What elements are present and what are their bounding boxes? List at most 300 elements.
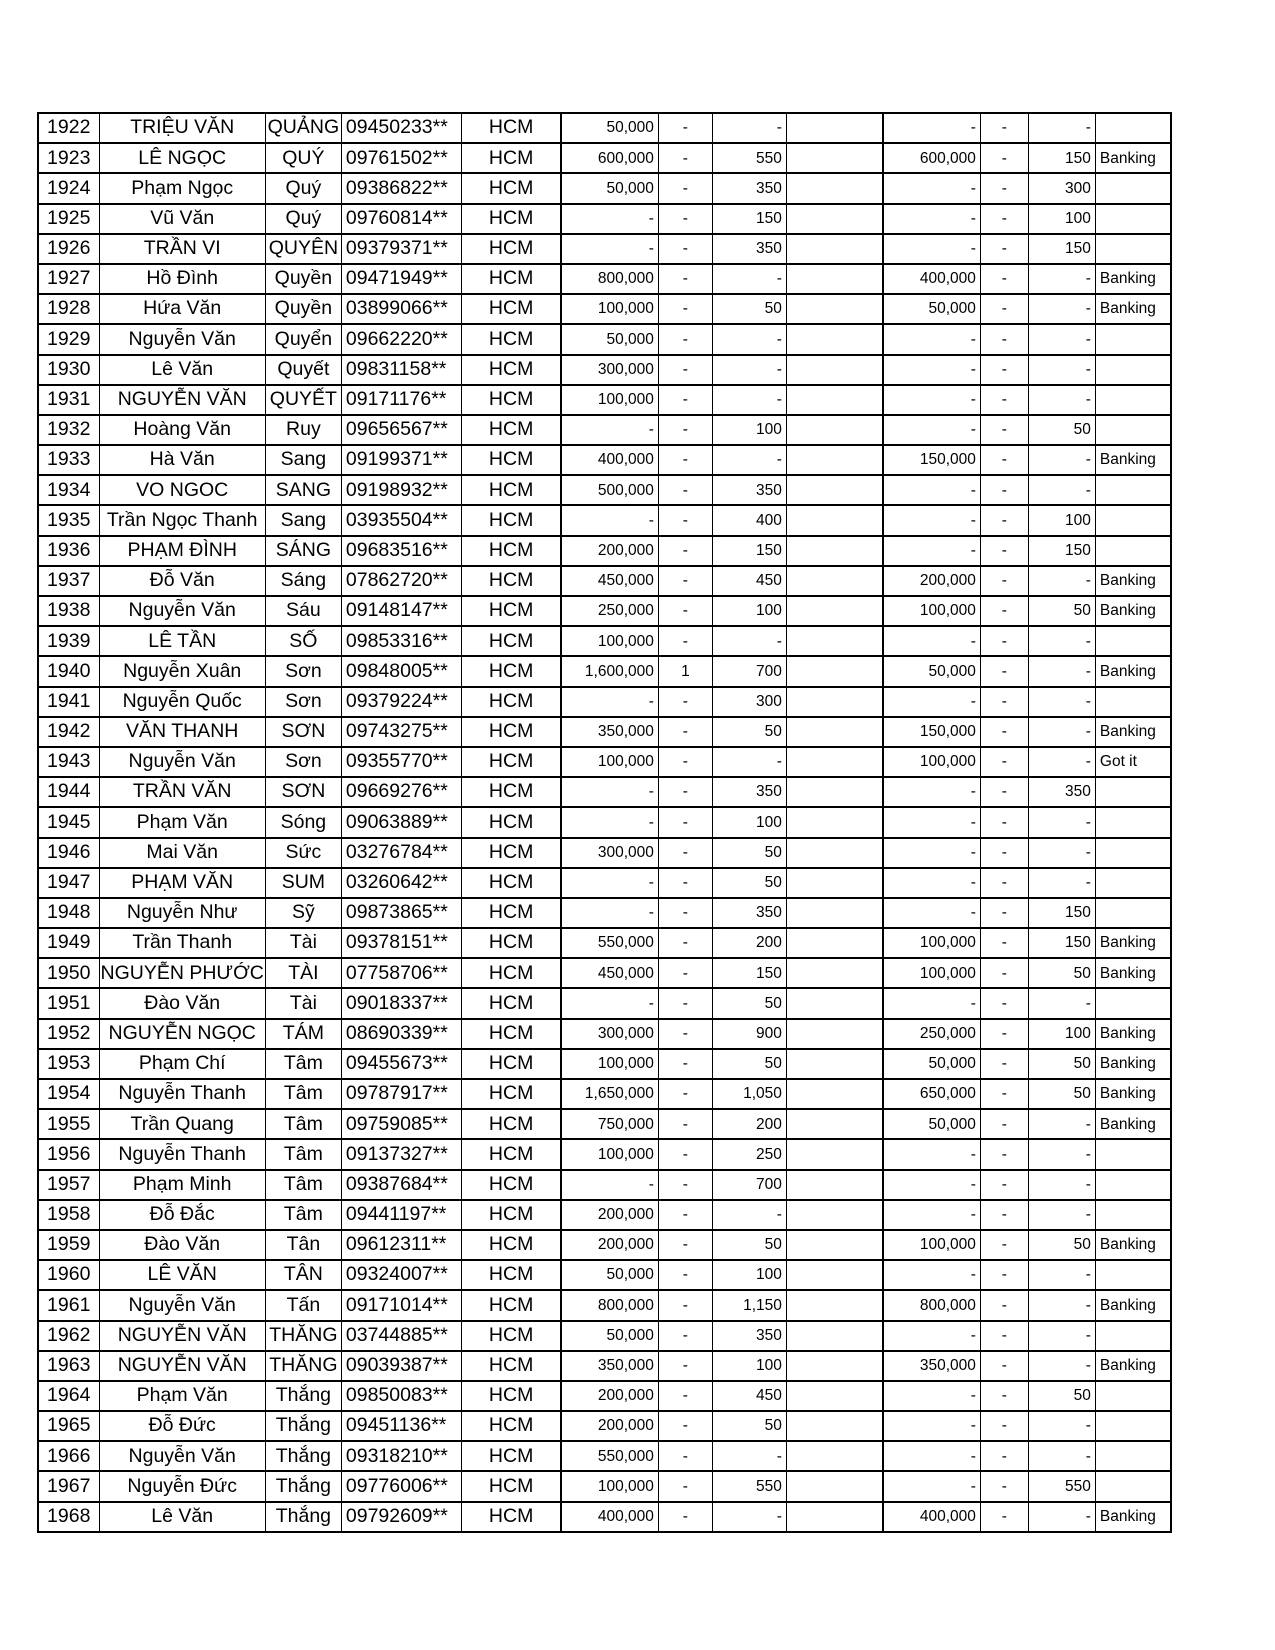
row-number-cell: 1926 xyxy=(38,234,99,264)
row-number-cell: 1948 xyxy=(38,898,99,928)
phone-cell: 09656567** xyxy=(341,415,461,445)
amount-e-cell: 650,000 xyxy=(883,1079,980,1109)
amount-a-cell: 450,000 xyxy=(561,566,658,596)
points-g-cell: 350 xyxy=(1028,777,1095,807)
points-g-cell: - xyxy=(1028,807,1095,837)
city-cell: HCM xyxy=(461,928,561,958)
amount-e-cell: 150,000 xyxy=(883,445,980,475)
family-name-cell: PHẠM ĐÌNH xyxy=(99,536,265,566)
count-f-cell: - xyxy=(980,566,1028,596)
count-b-cell: - xyxy=(658,958,712,988)
phone-cell: 09378151** xyxy=(341,928,461,958)
points-c-cell: 50 xyxy=(712,1230,786,1260)
points-c-cell: 900 xyxy=(712,1019,786,1049)
row-number-cell: 1942 xyxy=(38,717,99,747)
amount-a-cell: - xyxy=(561,234,658,264)
table-row xyxy=(38,536,1171,566)
points-g-cell: - xyxy=(1028,838,1095,868)
count-f-cell: - xyxy=(980,1200,1028,1230)
points-g-cell: - xyxy=(1028,355,1095,385)
given-name-cell: Sơn xyxy=(265,687,341,717)
phone-cell: 09743275** xyxy=(341,717,461,747)
payment-method-cell xyxy=(1095,1321,1171,1351)
points-g-cell: 50 xyxy=(1028,1381,1095,1411)
amount-a-cell: 1,600,000 xyxy=(561,656,658,686)
table-row xyxy=(38,1019,1171,1049)
table-row xyxy=(38,1471,1171,1501)
family-name-cell: Đào Văn xyxy=(99,1230,265,1260)
count-b-cell: - xyxy=(658,234,712,264)
amount-e-cell: - xyxy=(883,1200,980,1230)
table-row xyxy=(38,747,1171,777)
amount-e-cell: - xyxy=(883,234,980,264)
family-name-cell: Trần Thanh xyxy=(99,928,265,958)
phone-cell: 09171176** xyxy=(341,385,461,415)
empty-gap-cell xyxy=(786,355,883,385)
amount-e-cell: - xyxy=(883,1321,980,1351)
city-cell: HCM xyxy=(461,1411,561,1441)
count-b-cell: - xyxy=(658,1019,712,1049)
given-name-cell: Quyền xyxy=(265,264,341,294)
row-number-cell: 1966 xyxy=(38,1441,99,1471)
family-name-cell: NGUYỄN VĂN xyxy=(99,1321,265,1351)
payment-method-cell xyxy=(1095,1471,1171,1501)
points-c-cell: 50 xyxy=(712,1049,786,1079)
payment-method-cell: Banking xyxy=(1095,1290,1171,1320)
amount-a-cell: 250,000 xyxy=(561,596,658,626)
points-c-cell: - xyxy=(712,747,786,777)
phone-cell: 03744885** xyxy=(341,1321,461,1351)
phone-cell: 09198932** xyxy=(341,475,461,505)
family-name-cell: Nguyễn Văn xyxy=(99,596,265,626)
amount-a-cell: 200,000 xyxy=(561,1200,658,1230)
count-b-cell: - xyxy=(658,1170,712,1200)
given-name-cell: Tâm xyxy=(265,1200,341,1230)
count-f-cell: - xyxy=(980,626,1028,656)
points-c-cell: 250 xyxy=(712,1139,786,1169)
phone-cell: 03935504** xyxy=(341,505,461,535)
amount-a-cell: 800,000 xyxy=(561,264,658,294)
points-g-cell: - xyxy=(1028,1109,1095,1139)
given-name-cell: Thắng xyxy=(265,1502,341,1532)
payment-method-cell: Banking xyxy=(1095,1019,1171,1049)
table-row xyxy=(38,958,1171,988)
family-name-cell: Hoàng Văn xyxy=(99,415,265,445)
amount-a-cell: 50,000 xyxy=(561,324,658,354)
empty-gap-cell xyxy=(786,415,883,445)
payment-method-cell: Banking xyxy=(1095,294,1171,324)
count-f-cell: - xyxy=(980,264,1028,294)
count-f-cell: - xyxy=(980,1260,1028,1290)
payment-method-cell: Banking xyxy=(1095,1351,1171,1381)
points-g-cell: - xyxy=(1028,566,1095,596)
count-f-cell: - xyxy=(980,324,1028,354)
count-f-cell: - xyxy=(980,868,1028,898)
payment-method-cell xyxy=(1095,475,1171,505)
given-name-cell: Tâm xyxy=(265,1109,341,1139)
count-b-cell: - xyxy=(658,415,712,445)
given-name-cell: Quý xyxy=(265,173,341,203)
empty-gap-cell xyxy=(786,596,883,626)
row-number-cell: 1957 xyxy=(38,1170,99,1200)
amount-e-cell: 800,000 xyxy=(883,1290,980,1320)
payment-method-cell xyxy=(1095,204,1171,234)
phone-cell: 09039387** xyxy=(341,1351,461,1381)
points-c-cell: 150 xyxy=(712,536,786,566)
table-row xyxy=(38,445,1171,475)
count-b-cell: - xyxy=(658,717,712,747)
amount-a-cell: 500,000 xyxy=(561,475,658,505)
count-f-cell: - xyxy=(980,1441,1028,1471)
count-f-cell: - xyxy=(980,1230,1028,1260)
given-name-cell: QUÝ xyxy=(265,143,341,173)
given-name-cell: Tài xyxy=(265,988,341,1018)
phone-cell: 09451136** xyxy=(341,1411,461,1441)
phone-cell: 07862720** xyxy=(341,566,461,596)
points-g-cell: - xyxy=(1028,988,1095,1018)
amount-a-cell: 450,000 xyxy=(561,958,658,988)
amount-a-cell: 400,000 xyxy=(561,1502,658,1532)
table-row xyxy=(38,385,1171,415)
payment-method-cell: Banking xyxy=(1095,143,1171,173)
city-cell: HCM xyxy=(461,1321,561,1351)
points-g-cell: - xyxy=(1028,868,1095,898)
city-cell: HCM xyxy=(461,1230,561,1260)
given-name-cell: TÀI xyxy=(265,958,341,988)
points-c-cell: - xyxy=(712,445,786,475)
amount-e-cell: 350,000 xyxy=(883,1351,980,1381)
city-cell: HCM xyxy=(461,204,561,234)
empty-gap-cell xyxy=(786,626,883,656)
row-number-cell: 1934 xyxy=(38,475,99,505)
amount-a-cell: - xyxy=(561,777,658,807)
count-b-cell: - xyxy=(658,355,712,385)
phone-cell: 09318210** xyxy=(341,1441,461,1471)
row-number-cell: 1951 xyxy=(38,988,99,1018)
table-row xyxy=(38,324,1171,354)
points-c-cell: 100 xyxy=(712,807,786,837)
count-f-cell: - xyxy=(980,1381,1028,1411)
payment-method-cell xyxy=(1095,173,1171,203)
table-row xyxy=(38,204,1171,234)
amount-e-cell: 400,000 xyxy=(883,1502,980,1532)
count-f-cell: - xyxy=(980,898,1028,928)
count-b-cell: - xyxy=(658,928,712,958)
row-number-cell: 1945 xyxy=(38,807,99,837)
city-cell: HCM xyxy=(461,234,561,264)
points-g-cell: 300 xyxy=(1028,173,1095,203)
row-number-cell: 1941 xyxy=(38,687,99,717)
table-row xyxy=(38,566,1171,596)
row-number-cell: 1935 xyxy=(38,505,99,535)
amount-e-cell: - xyxy=(883,415,980,445)
count-f-cell: - xyxy=(980,838,1028,868)
empty-gap-cell xyxy=(786,234,883,264)
given-name-cell: Sáng xyxy=(265,566,341,596)
payment-method-cell xyxy=(1095,355,1171,385)
row-number-cell: 1955 xyxy=(38,1109,99,1139)
phone-cell: 09853316** xyxy=(341,626,461,656)
row-number-cell: 1939 xyxy=(38,626,99,656)
table-row xyxy=(38,1170,1171,1200)
amount-e-cell: - xyxy=(883,173,980,203)
empty-gap-cell xyxy=(786,807,883,837)
amount-e-cell: - xyxy=(883,1441,980,1471)
family-name-cell: PHẠM VĂN xyxy=(99,868,265,898)
given-name-cell: Quyền xyxy=(265,294,341,324)
count-f-cell: - xyxy=(980,113,1028,143)
points-c-cell: - xyxy=(712,385,786,415)
amount-a-cell: 100,000 xyxy=(561,626,658,656)
count-f-cell: - xyxy=(980,747,1028,777)
count-f-cell: - xyxy=(980,807,1028,837)
empty-gap-cell xyxy=(786,1260,883,1290)
family-name-cell: Nguyễn Văn xyxy=(99,324,265,354)
empty-gap-cell xyxy=(786,536,883,566)
points-c-cell: - xyxy=(712,355,786,385)
empty-gap-cell xyxy=(786,687,883,717)
points-g-cell: - xyxy=(1028,113,1095,143)
count-b-cell: - xyxy=(658,898,712,928)
points-c-cell: 350 xyxy=(712,173,786,203)
empty-gap-cell xyxy=(786,113,883,143)
points-c-cell: 350 xyxy=(712,475,786,505)
count-b-cell: - xyxy=(658,1321,712,1351)
phone-cell: 09669276** xyxy=(341,777,461,807)
empty-gap-cell xyxy=(786,1049,883,1079)
points-g-cell: 50 xyxy=(1028,1049,1095,1079)
count-b-cell: - xyxy=(658,264,712,294)
row-number-cell: 1938 xyxy=(38,596,99,626)
city-cell: HCM xyxy=(461,838,561,868)
given-name-cell: SUM xyxy=(265,868,341,898)
amount-a-cell: - xyxy=(561,204,658,234)
empty-gap-cell xyxy=(786,385,883,415)
amount-e-cell: - xyxy=(883,536,980,566)
points-g-cell: - xyxy=(1028,1170,1095,1200)
payment-method-cell xyxy=(1095,1260,1171,1290)
given-name-cell: SƠN xyxy=(265,777,341,807)
row-number-cell: 1950 xyxy=(38,958,99,988)
count-b-cell: - xyxy=(658,324,712,354)
given-name-cell: Thắng xyxy=(265,1411,341,1441)
city-cell: HCM xyxy=(461,324,561,354)
amount-e-cell: - xyxy=(883,988,980,1018)
amount-e-cell: - xyxy=(883,113,980,143)
count-f-cell: - xyxy=(980,385,1028,415)
empty-gap-cell xyxy=(786,143,883,173)
count-b-cell: - xyxy=(658,1381,712,1411)
family-name-cell: NGUYỄN PHƯỚC xyxy=(99,958,265,988)
city-cell: HCM xyxy=(461,355,561,385)
points-g-cell: 100 xyxy=(1028,204,1095,234)
city-cell: HCM xyxy=(461,173,561,203)
points-g-cell: 50 xyxy=(1028,596,1095,626)
row-number-cell: 1930 xyxy=(38,355,99,385)
city-cell: HCM xyxy=(461,1381,561,1411)
count-f-cell: - xyxy=(980,1139,1028,1169)
payment-method-cell xyxy=(1095,505,1171,535)
payment-method-cell xyxy=(1095,113,1171,143)
city-cell: HCM xyxy=(461,385,561,415)
city-cell: HCM xyxy=(461,536,561,566)
empty-gap-cell xyxy=(786,656,883,686)
row-number-cell: 1962 xyxy=(38,1321,99,1351)
count-b-cell: - xyxy=(658,1139,712,1169)
data-table xyxy=(37,112,1172,1533)
table-row xyxy=(38,1351,1171,1381)
count-f-cell: - xyxy=(980,1502,1028,1532)
payment-method-cell xyxy=(1095,324,1171,354)
points-c-cell: 50 xyxy=(712,868,786,898)
empty-gap-cell xyxy=(786,928,883,958)
family-name-cell: Phạm Chí xyxy=(99,1049,265,1079)
row-number-cell: 1937 xyxy=(38,566,99,596)
points-c-cell: - xyxy=(712,1502,786,1532)
amount-a-cell: 100,000 xyxy=(561,385,658,415)
points-c-cell: 50 xyxy=(712,988,786,1018)
phone-cell: 08690339** xyxy=(341,1019,461,1049)
count-f-cell: - xyxy=(980,1079,1028,1109)
row-number-cell: 1956 xyxy=(38,1139,99,1169)
amount-a-cell: 50,000 xyxy=(561,113,658,143)
amount-e-cell: - xyxy=(883,475,980,505)
payment-method-cell: Banking xyxy=(1095,264,1171,294)
points-c-cell: 450 xyxy=(712,566,786,596)
table-row xyxy=(38,838,1171,868)
table-row xyxy=(38,1230,1171,1260)
amount-e-cell: 50,000 xyxy=(883,1049,980,1079)
count-b-cell: - xyxy=(658,173,712,203)
row-number-cell: 1925 xyxy=(38,204,99,234)
points-c-cell: 1,050 xyxy=(712,1079,786,1109)
row-number-cell: 1961 xyxy=(38,1290,99,1320)
family-name-cell: TRẦN VĂN xyxy=(99,777,265,807)
amount-e-cell: - xyxy=(883,1471,980,1501)
count-f-cell: - xyxy=(980,1019,1028,1049)
points-c-cell: 300 xyxy=(712,687,786,717)
points-c-cell: - xyxy=(712,264,786,294)
row-number-cell: 1952 xyxy=(38,1019,99,1049)
empty-gap-cell xyxy=(786,1170,883,1200)
count-b-cell: - xyxy=(658,596,712,626)
table-row xyxy=(38,1049,1171,1079)
empty-gap-cell xyxy=(786,204,883,234)
count-b-cell: - xyxy=(658,1230,712,1260)
amount-e-cell: - xyxy=(883,1139,980,1169)
amount-a-cell: 100,000 xyxy=(561,1049,658,1079)
amount-a-cell: 600,000 xyxy=(561,143,658,173)
table-row xyxy=(38,1109,1171,1139)
count-f-cell: - xyxy=(980,1109,1028,1139)
points-g-cell: 50 xyxy=(1028,1230,1095,1260)
family-name-cell: Nguyễn Quốc xyxy=(99,687,265,717)
payment-method-cell: Banking xyxy=(1095,445,1171,475)
count-b-cell: - xyxy=(658,445,712,475)
city-cell: HCM xyxy=(461,596,561,626)
amount-a-cell: - xyxy=(561,1170,658,1200)
payment-method-cell xyxy=(1095,234,1171,264)
row-number-cell: 1947 xyxy=(38,868,99,898)
amount-e-cell: 100,000 xyxy=(883,928,980,958)
family-name-cell: Đỗ Văn xyxy=(99,566,265,596)
count-b-cell: - xyxy=(658,1200,712,1230)
given-name-cell: Sức xyxy=(265,838,341,868)
count-b-cell: - xyxy=(658,475,712,505)
phone-cell: 09848005** xyxy=(341,656,461,686)
empty-gap-cell xyxy=(786,1502,883,1532)
given-name-cell: TÁM xyxy=(265,1019,341,1049)
empty-gap-cell xyxy=(786,1019,883,1049)
row-number-cell: 1943 xyxy=(38,747,99,777)
points-g-cell: - xyxy=(1028,324,1095,354)
points-c-cell: - xyxy=(712,1200,786,1230)
count-b-cell: - xyxy=(658,868,712,898)
row-number-cell: 1964 xyxy=(38,1381,99,1411)
payment-method-cell xyxy=(1095,687,1171,717)
points-g-cell: - xyxy=(1028,1260,1095,1290)
payment-method-cell xyxy=(1095,626,1171,656)
city-cell: HCM xyxy=(461,868,561,898)
table-row xyxy=(38,1321,1171,1351)
given-name-cell: Quyển xyxy=(265,324,341,354)
amount-a-cell: 200,000 xyxy=(561,536,658,566)
phone-cell: 09850083** xyxy=(341,1381,461,1411)
amount-a-cell: 50,000 xyxy=(561,1260,658,1290)
empty-gap-cell xyxy=(786,1139,883,1169)
table-row xyxy=(38,415,1171,445)
count-b-cell: - xyxy=(658,1502,712,1532)
amount-a-cell: - xyxy=(561,687,658,717)
city-cell: HCM xyxy=(461,747,561,777)
amount-e-cell: 100,000 xyxy=(883,958,980,988)
city-cell: HCM xyxy=(461,1109,561,1139)
given-name-cell: Sỹ xyxy=(265,898,341,928)
points-c-cell: 1,150 xyxy=(712,1290,786,1320)
phone-cell: 09355770** xyxy=(341,747,461,777)
phone-cell: 09831158** xyxy=(341,355,461,385)
amount-e-cell: - xyxy=(883,355,980,385)
family-name-cell: Nguyễn Văn xyxy=(99,1290,265,1320)
phone-cell: 09792609** xyxy=(341,1502,461,1532)
amount-a-cell: 300,000 xyxy=(561,1019,658,1049)
amount-e-cell: - xyxy=(883,1260,980,1290)
amount-a-cell: 550,000 xyxy=(561,1441,658,1471)
row-number-cell: 1965 xyxy=(38,1411,99,1441)
empty-gap-cell xyxy=(786,958,883,988)
table-row xyxy=(38,234,1171,264)
phone-cell: 09063889** xyxy=(341,807,461,837)
empty-gap-cell xyxy=(786,1230,883,1260)
phone-cell: 09137327** xyxy=(341,1139,461,1169)
table-row xyxy=(38,264,1171,294)
given-name-cell: SÁNG xyxy=(265,536,341,566)
given-name-cell: TÂN xyxy=(265,1260,341,1290)
phone-cell: 03276784** xyxy=(341,838,461,868)
given-name-cell: Quyết xyxy=(265,355,341,385)
table-row xyxy=(38,777,1171,807)
family-name-cell: Phạm Minh xyxy=(99,1170,265,1200)
family-name-cell: Hồ Đình xyxy=(99,264,265,294)
phone-cell: 09018337** xyxy=(341,988,461,1018)
given-name-cell: Sơn xyxy=(265,656,341,686)
payment-method-cell: Banking xyxy=(1095,656,1171,686)
points-c-cell: 100 xyxy=(712,1260,786,1290)
row-number-cell: 1923 xyxy=(38,143,99,173)
points-c-cell: 50 xyxy=(712,717,786,747)
payment-method-cell xyxy=(1095,1381,1171,1411)
points-c-cell: 50 xyxy=(712,1411,786,1441)
